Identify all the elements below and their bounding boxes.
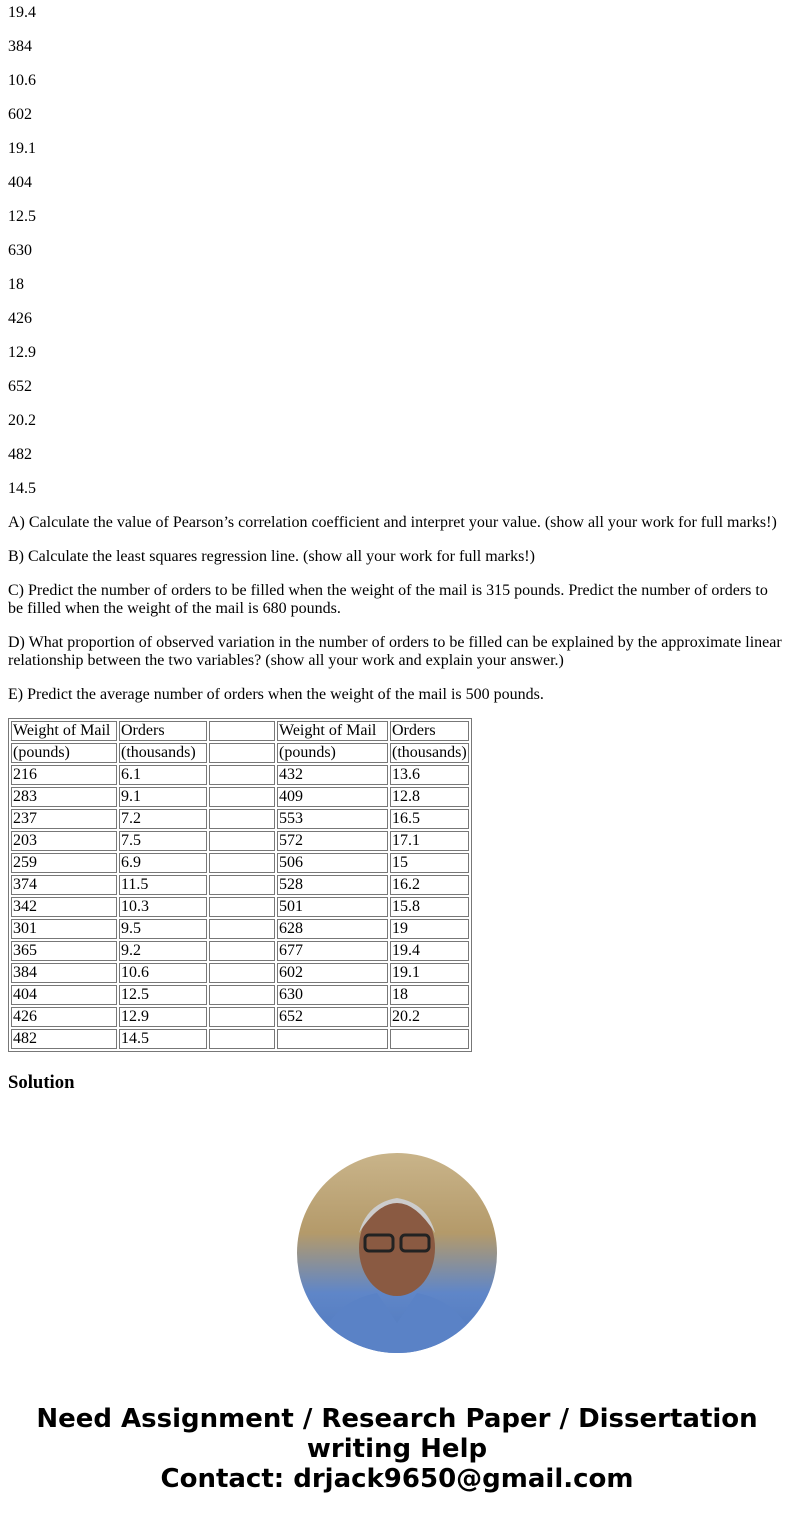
table-cell: 7.5 [119, 831, 207, 851]
table-cell: 16.5 [390, 809, 469, 829]
table-cell: 216 [11, 765, 117, 785]
table-cell: 572 [277, 831, 388, 851]
table-cell: 12.8 [390, 787, 469, 807]
table-cell: 365 [11, 941, 117, 961]
table-cell: 404 [11, 985, 117, 1005]
data-line: 602 [8, 106, 32, 123]
table-cell: (thousands) [392, 744, 467, 761]
table-cell [209, 831, 275, 851]
table-row [11, 1007, 469, 1027]
questions [8, 514, 786, 704]
table-cell: 9.5 [119, 919, 207, 939]
table-cell: 283 [11, 787, 117, 807]
table-cell: 19.1 [390, 963, 469, 983]
table-row [11, 721, 469, 741]
table-cell: 482 [11, 1029, 117, 1049]
data-line: 14.5 [8, 480, 36, 497]
data-table [8, 718, 472, 1052]
data-line: 19.1 [8, 140, 36, 157]
table-row [11, 853, 469, 873]
data-line: 20.2 [8, 412, 36, 429]
footer-line: Need Assignment / Research Paper / Dissertation [36, 1404, 758, 1434]
question-text: C) Predict the number of orders to be filled when the weight of the mail is 315 pounds. Predict the number of orders to be filled when the weight of the mail is 680 pounds. [8, 582, 768, 617]
table-row [11, 897, 469, 917]
table-row [11, 765, 469, 785]
table-cell [209, 787, 275, 807]
table-cell: 10.3 [119, 897, 207, 917]
footer-contact: Contact: drjack9650@gmail.com [160, 1464, 634, 1494]
table-row [11, 919, 469, 939]
data-lines [8, 4, 786, 498]
table-cell: 259 [11, 853, 117, 873]
footer-line: writing Help [306, 1434, 488, 1464]
table-cell [209, 721, 275, 741]
table-cell [209, 985, 275, 1005]
table-row [11, 743, 469, 763]
table-row [11, 809, 469, 829]
question-text: D) What proportion of observed variation in the number of orders to be filled can be explained by the approximate linear relationship between the two variables? (show all your work and explain your answer.) [8, 634, 782, 669]
table-cell [209, 875, 275, 895]
question-text: A) Calculate the value of Pearson’s correlation coefficient and interpret your value. (show all your work for full marks!) [8, 514, 777, 531]
data-line: 18 [8, 276, 24, 293]
table-cell: 602 [277, 963, 388, 983]
table-cell: 19 [390, 919, 469, 939]
data-line: 652 [8, 378, 32, 395]
table-cell [209, 897, 275, 917]
table-row [11, 963, 469, 983]
table-cell: 18 [390, 985, 469, 1005]
table-row [11, 985, 469, 1005]
table-cell: 6.1 [119, 765, 207, 785]
table-cell: 342 [11, 897, 117, 917]
table-cell: 301 [11, 919, 117, 939]
table-cell: 15 [390, 853, 469, 873]
table-cell: (pounds) [11, 743, 117, 763]
table-cell: 203 [11, 831, 117, 851]
table-cell: Weight of Mail [11, 721, 117, 741]
data-line: 12.5 [8, 208, 36, 225]
data-line: 426 [8, 310, 32, 327]
table-cell: 374 [11, 875, 117, 895]
data-line: 12.9 [8, 344, 36, 361]
table-cell: 506 [277, 853, 388, 873]
table-cell [277, 1029, 388, 1049]
table-cell: 16.2 [390, 875, 469, 895]
table-cell: 13.6 [390, 765, 469, 785]
data-line: 19.4 [8, 4, 36, 21]
table-row [11, 941, 469, 961]
table-cell [209, 765, 275, 785]
table-row [11, 1029, 469, 1049]
table-row [11, 875, 469, 895]
footer-banner [0, 1404, 794, 1494]
table-cell: (thousands) [119, 743, 207, 763]
table-cell [209, 941, 275, 961]
table-cell: 9.1 [119, 787, 207, 807]
table-row [11, 787, 469, 807]
table-cell: 501 [277, 897, 388, 917]
table-cell: 6.9 [119, 853, 207, 873]
table-cell: Orders [390, 721, 469, 741]
table-cell: 652 [277, 1007, 388, 1027]
table-cell [209, 963, 275, 983]
table-cell [209, 1029, 275, 1049]
table-cell [209, 743, 275, 763]
table-cell: 19.4 [390, 941, 469, 961]
table-row [11, 831, 469, 851]
data-line: 384 [8, 38, 32, 55]
table-cell: 426 [11, 1007, 117, 1027]
author-photo [297, 1153, 497, 1353]
table-cell: (pounds) [277, 743, 388, 763]
table-cell: 10.6 [119, 963, 207, 983]
data-line: 630 [8, 242, 32, 259]
table-cell: Orders [119, 721, 207, 741]
table-cell [209, 1007, 275, 1027]
solution-heading: Solution [8, 1072, 75, 1093]
table-cell: 12.9 [119, 1007, 207, 1027]
table-cell: 409 [277, 787, 388, 807]
table-cell: 628 [277, 919, 388, 939]
data-line: 10.6 [8, 72, 36, 89]
table-cell: 237 [11, 809, 117, 829]
data-line: 482 [8, 446, 32, 463]
table-cell: 432 [277, 765, 388, 785]
table-cell: 630 [277, 985, 388, 1005]
table-cell: 553 [277, 809, 388, 829]
table-cell: Weight of Mail [277, 721, 388, 741]
table-cell: 9.2 [119, 941, 207, 961]
table-cell: 14.5 [119, 1029, 207, 1049]
table-cell: 7.2 [119, 809, 207, 829]
table-cell [209, 919, 275, 939]
table-cell: 528 [277, 875, 388, 895]
table-cell: 17.1 [390, 831, 469, 851]
table-cell: 20.2 [390, 1007, 469, 1027]
table-cell: 11.5 [119, 875, 207, 895]
table-cell: 677 [277, 941, 388, 961]
data-line: 404 [8, 174, 32, 191]
table-cell: 384 [11, 963, 117, 983]
table-cell: 12.5 [119, 985, 207, 1005]
table-cell [209, 809, 275, 829]
question-text: E) Predict the average number of orders when the weight of the mail is 500 pounds. [8, 686, 544, 703]
table-cell [209, 853, 275, 873]
table-cell [390, 1029, 469, 1049]
table-cell: 15.8 [390, 897, 469, 917]
question-text: B) Calculate the least squares regression line. (show all your work for full marks!) [8, 548, 535, 565]
